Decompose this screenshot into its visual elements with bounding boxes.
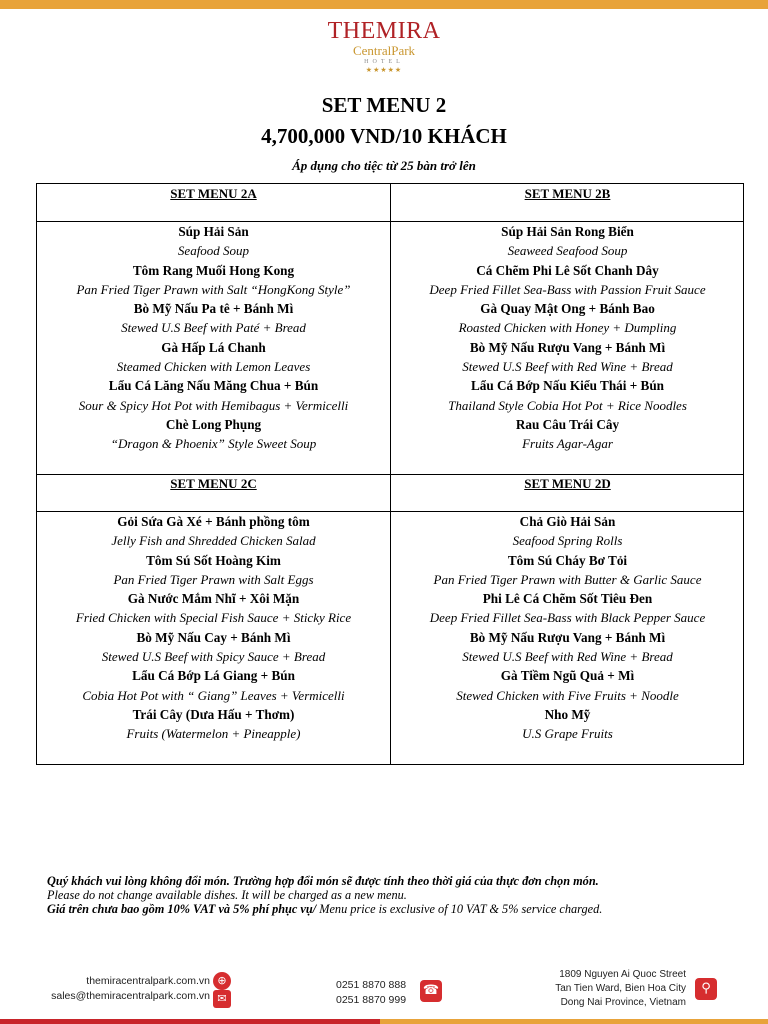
dish-vn: Bò Mỹ Nấu Pa tê + Bánh Mì: [133, 301, 294, 317]
note-vn: Quý khách vui lòng không đổi món. Trường hợp đổi món sẽ được tính theo thời giá của thực đơn chọn món.: [47, 874, 599, 888]
set-menu-2a-items: [37, 222, 390, 454]
dish-vn: Tôm Rang Muối Hong Kong: [132, 262, 295, 278]
phone-icon: ☎: [420, 980, 442, 1002]
dish-en: Seafood Soup: [177, 243, 250, 259]
address-line-3: Dong Nai Province, Vietnam: [560, 997, 686, 1008]
logo-stars: ★★★★★: [365, 66, 403, 74]
dish-en: Fried Chicken with Special Fish Sauce + Sticky Rice: [75, 610, 352, 626]
dish-vn: Cá Chẽm Phi Lê Sốt Chanh Dây: [476, 262, 659, 278]
hotel-logo: [0, 18, 768, 74]
dish-vn: Nho Mỹ: [544, 706, 591, 722]
menu-table: [36, 183, 744, 765]
dish-vn: Chả Giò Hải Sản: [519, 514, 616, 529]
dish-vn: Gà Tiềm Ngũ Quả + Mì: [500, 668, 635, 684]
mail-icon: ✉: [213, 990, 231, 1008]
menu-price: 4,700,000 VND/10 KHÁCH: [261, 124, 507, 148]
dish-vn: Rau Câu Trái Cây: [515, 416, 620, 432]
dish-vn: Bò Mỹ Nấu Cay + Bánh Mì: [136, 629, 291, 645]
set-menu-2c-items: [37, 512, 390, 744]
dish-en: Stewed U.S Beef with Red Wine + Bread: [462, 359, 673, 375]
dish-vn: Bò Mỹ Nấu Rượu Vang + Bánh Mì: [469, 629, 666, 645]
dish-en: Thailand Style Cobia Hot Pot + Rice Noodles: [448, 397, 687, 413]
dish-en: Stewed Chicken with Five Fruits + Noodle: [456, 687, 679, 703]
set-menu-2c-header: SET MENU 2C: [170, 476, 257, 491]
note-vat-en: Menu price is exclusive of 10 VAT & 5% service charged.: [316, 902, 603, 916]
note-en: Please do not change available dishes. It will be charged as a new menu.: [47, 888, 407, 902]
dish-en: U.S Grape Fruits: [522, 726, 613, 742]
dish-vn: Gà Nước Mắm Nhĩ + Xôi Mặn: [127, 591, 300, 607]
note-vat-vn: Giá trên chưa bao gồm 10% VAT và 5% phí phục vụ/: [47, 902, 317, 916]
bottom-accent-bar-gold: [380, 1019, 768, 1024]
dish-en: “Dragon & Phoenix” Style Sweet Soup: [110, 436, 317, 452]
logo-subtitle: CentralPark: [352, 43, 416, 58]
dish-en: Cobia Hot Pot with “ Giang” Leaves + Vermicelli: [82, 687, 345, 703]
logo-hotel-text: HOTEL: [364, 59, 404, 65]
email-link[interactable]: sales@themiracentralpark.com.vn: [51, 990, 210, 1002]
set-menu-2b-items: [391, 222, 744, 454]
dish-en: Roasted Chicken with Honey + Dumpling: [458, 320, 677, 336]
dish-vn: Gà Quay Mật Ong + Bánh Bao: [480, 301, 655, 317]
address-line-1: 1809 Nguyen Ai Quoc Street: [559, 969, 686, 980]
set-menu-2d-items: [391, 512, 744, 744]
dish-vn: Lẩu Cá Lăng Nấu Măng Chua + Bún: [108, 378, 319, 394]
website-link[interactable]: themiracentralpark.com.vn: [86, 975, 210, 987]
dish-en: Pan Fried Tiger Prawn with Salt “HongKong Style”: [76, 281, 351, 297]
dish-vn: Súp Hải Sản Rong Biển: [501, 224, 634, 239]
top-accent-bar: [0, 0, 768, 9]
set-menu-2b-header: SET MENU 2B: [524, 186, 611, 201]
footer-address: [555, 968, 686, 1010]
menu-notes: [47, 874, 747, 916]
dish-vn: Bò Mỹ Nấu Rượu Vang + Bánh Mì: [469, 339, 666, 355]
menu-title: SET MENU 2: [321, 93, 447, 117]
dish-vn: Lẩu Cá Bớp Nấu Kiểu Thái + Bún: [470, 378, 665, 394]
note-vat: [47, 902, 747, 916]
dish-en: Stewed U.S Beef with Red Wine + Bread: [462, 649, 673, 665]
dish-vn: Tôm Sú Sốt Hoàng Kim: [146, 552, 281, 568]
dish-en: Steamed Chicken with Lemon Leaves: [116, 359, 311, 375]
globe-icon: ⊕: [213, 972, 231, 990]
location-pin-icon: ⚲: [695, 978, 717, 1000]
dish-en: Stewed U.S Beef with Paté + Bread: [121, 320, 306, 336]
footer-phones: [336, 978, 406, 1008]
dish-en: Seafood Spring Rolls: [512, 533, 623, 549]
dish-en: Seaweed Seafood Soup: [507, 243, 628, 259]
set-menu-2a-header: SET MENU 2A: [170, 186, 257, 201]
phone-2[interactable]: 0251 8870 999: [336, 994, 407, 1006]
dish-en: Deep Fried Fillet Sea-Bass with Black Pepper Sauce: [429, 610, 706, 626]
dish-en: Stewed U.S Beef with Spicy Sauce + Bread: [101, 649, 326, 665]
address-line-2: Tan Tien Ward, Bien Hoa City: [555, 983, 686, 994]
dish-vn: Phi Lê Cá Chẽm Sốt Tiêu Đen: [482, 591, 653, 607]
dish-vn: Gà Hấp Lá Chanh: [161, 339, 266, 355]
set-menu-2d-header: SET MENU 2D: [524, 476, 611, 491]
dish-vn: Chè Long Phụng: [165, 416, 262, 432]
dish-en: Jelly Fish and Shredded Chicken Salad: [111, 533, 316, 549]
dish-en: Sour & Spicy Hot Pot with Hemibagus + Vermicelli: [78, 397, 349, 413]
dish-vn: Gỏi Sứa Gà Xé + Bánh phồng tôm: [117, 514, 310, 529]
dish-vn: Súp Hải Sản: [178, 224, 249, 239]
dish-en: Fruits (Watermelon + Pineapple): [126, 726, 301, 742]
menu-subtitle: Áp dụng cho tiệc từ 25 bàn trở lên: [292, 158, 476, 173]
dish-en: Deep Fried Fillet Sea-Bass with Passion Fruit Sauce: [429, 281, 706, 297]
dish-vn: Tôm Sú Cháy Bơ Tỏi: [507, 552, 628, 568]
phone-1[interactable]: 0251 8870 888: [336, 979, 407, 991]
table-divider: [37, 474, 743, 475]
logo-wordmark: THEMIRA: [327, 18, 441, 44]
dish-en: Pan Fried Tiger Prawn with Salt Eggs: [113, 571, 314, 587]
dish-en: Fruits Agar-Agar: [522, 436, 613, 452]
footer-contacts: [51, 974, 210, 1004]
dish-vn: Lẩu Cá Bớp Lá Giang + Bún: [132, 668, 295, 684]
dish-en: Pan Fried Tiger Prawn with Butter & Garlic Sauce: [433, 571, 702, 587]
footer: [0, 960, 768, 1024]
dish-vn: Trái Cây (Dưa Hấu + Thơm): [132, 706, 295, 722]
